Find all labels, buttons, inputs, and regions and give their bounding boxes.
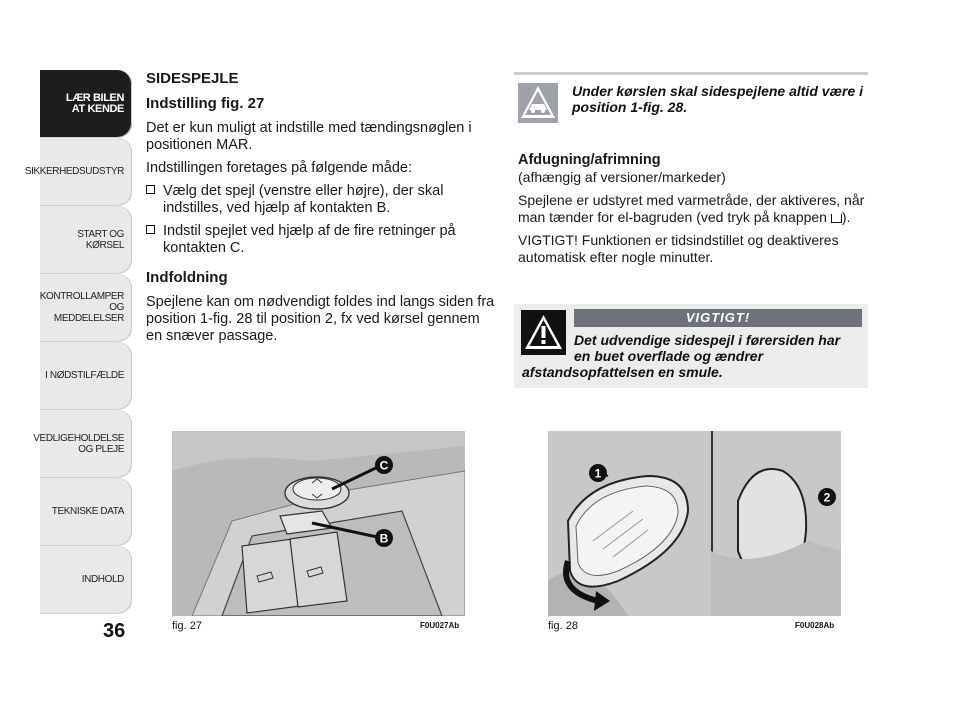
tab-indhold[interactable] <box>40 546 132 613</box>
checkbox-bullet-icon <box>146 225 155 234</box>
tab-vedligeholdelse[interactable] <box>33 410 132 477</box>
list-item-text: Indstil spejlet ved hjælp af de fire retninger på kontakten C. <box>163 223 456 256</box>
callout-b: B <box>379 531 389 546</box>
right-column <box>518 152 868 266</box>
rear-defrost-icon <box>831 214 842 223</box>
tab-label: I NØDSTILFÆLDE <box>45 370 124 381</box>
figure-27-code: F0U027Ab <box>420 621 460 630</box>
paragraph: Indstillingen foretages på følgende måde: <box>146 160 413 176</box>
important-line: en buet overflade og ændrer <box>574 348 764 364</box>
figure-27-switch-panel <box>172 431 465 616</box>
paragraph: Det er kun muligt at indstille med tændingsnøglen i positionen MAR. <box>146 120 472 153</box>
paragraph: VIGTIGT! Funktionen er tidsindstillet og deaktiveres automatisk efter nogle minutter. <box>518 232 839 265</box>
caution-text: Under kørslen skal sidespejlene altid være i position 1-fig. 28. <box>572 83 864 115</box>
left-column <box>146 70 498 351</box>
important-label: VIGTIGT! <box>574 309 862 327</box>
tab-label: START OG KØRSEL <box>77 228 124 251</box>
tab-label: LÆR BILEN AT KENDE <box>65 91 124 115</box>
figure-27-caption: fig. 27 <box>172 620 202 632</box>
car-warning-icon <box>518 83 558 123</box>
tab-sikkerhedsudstyr[interactable] <box>24 138 132 205</box>
checkbox-bullet-icon <box>146 185 155 194</box>
tab-label: SIKKERHEDSUDSTYR <box>24 166 124 177</box>
tab-label: INDHOLD <box>81 574 124 585</box>
subsection-afdugning: Afdugning/afrimning <box>518 152 661 168</box>
important-box <box>514 304 868 388</box>
section-title: SIDESPEJLE <box>146 70 239 87</box>
tab-label: TEKNISKE DATA <box>51 506 124 517</box>
important-line: afstandsopfattelsen en smule. <box>522 364 723 380</box>
callout-2: 2 <box>823 490 831 505</box>
chapter-tabs <box>24 70 132 614</box>
paragraph-text: Spejlene er udstyret med varmetråde, der aktiveres, når man tænder for el-bagruden (ved tryk på knappen <box>518 192 865 225</box>
figure-28-code: F0U028Ab <box>795 621 835 630</box>
tab-i-nodstilfaelde[interactable] <box>40 342 132 409</box>
paragraph: Spejlene kan om nødvendigt foldes ind langs siden fra position 1-fig. 28 til position 2, fx ved kørsel gennem en snæver passage. <box>146 294 495 344</box>
page-number: 36 <box>103 620 126 642</box>
tab-tekniske-data[interactable] <box>40 478 132 545</box>
tab-start-og-korsel[interactable] <box>40 206 132 273</box>
tab-label: VEDLIGEHOLDELSE OG PLEJE <box>33 432 124 455</box>
caution-note <box>514 72 868 129</box>
subsection-indfoldning: Indfoldning <box>146 269 228 286</box>
tab-laer-bilen-at-kende[interactable] <box>40 70 132 137</box>
important-line: Det udvendige sidespejl i førersiden har <box>574 332 841 348</box>
list-item-text: Vælg det spejl (venstre eller højre), der skal indstilles, ved hjælp af kontakten B. <box>163 183 444 216</box>
paragraph-end: ). <box>841 209 851 225</box>
figure-28-mirror-positions <box>548 431 841 616</box>
version-note: (afhængig af versioner/markeder) <box>518 169 726 185</box>
subsection-indstilling: Indstilling fig. 27 <box>146 95 265 112</box>
list-item <box>146 183 498 217</box>
list-item <box>146 223 498 257</box>
callout-1: 1 <box>594 466 602 481</box>
figure-28-caption: fig. 28 <box>548 620 578 632</box>
important-text <box>522 332 862 380</box>
paragraph <box>518 192 868 226</box>
tab-label: KONTROLLAMPER OG MEDDELELSER <box>39 291 124 324</box>
tab-kontrollamper[interactable] <box>40 274 132 341</box>
callout-c: C <box>379 458 389 473</box>
